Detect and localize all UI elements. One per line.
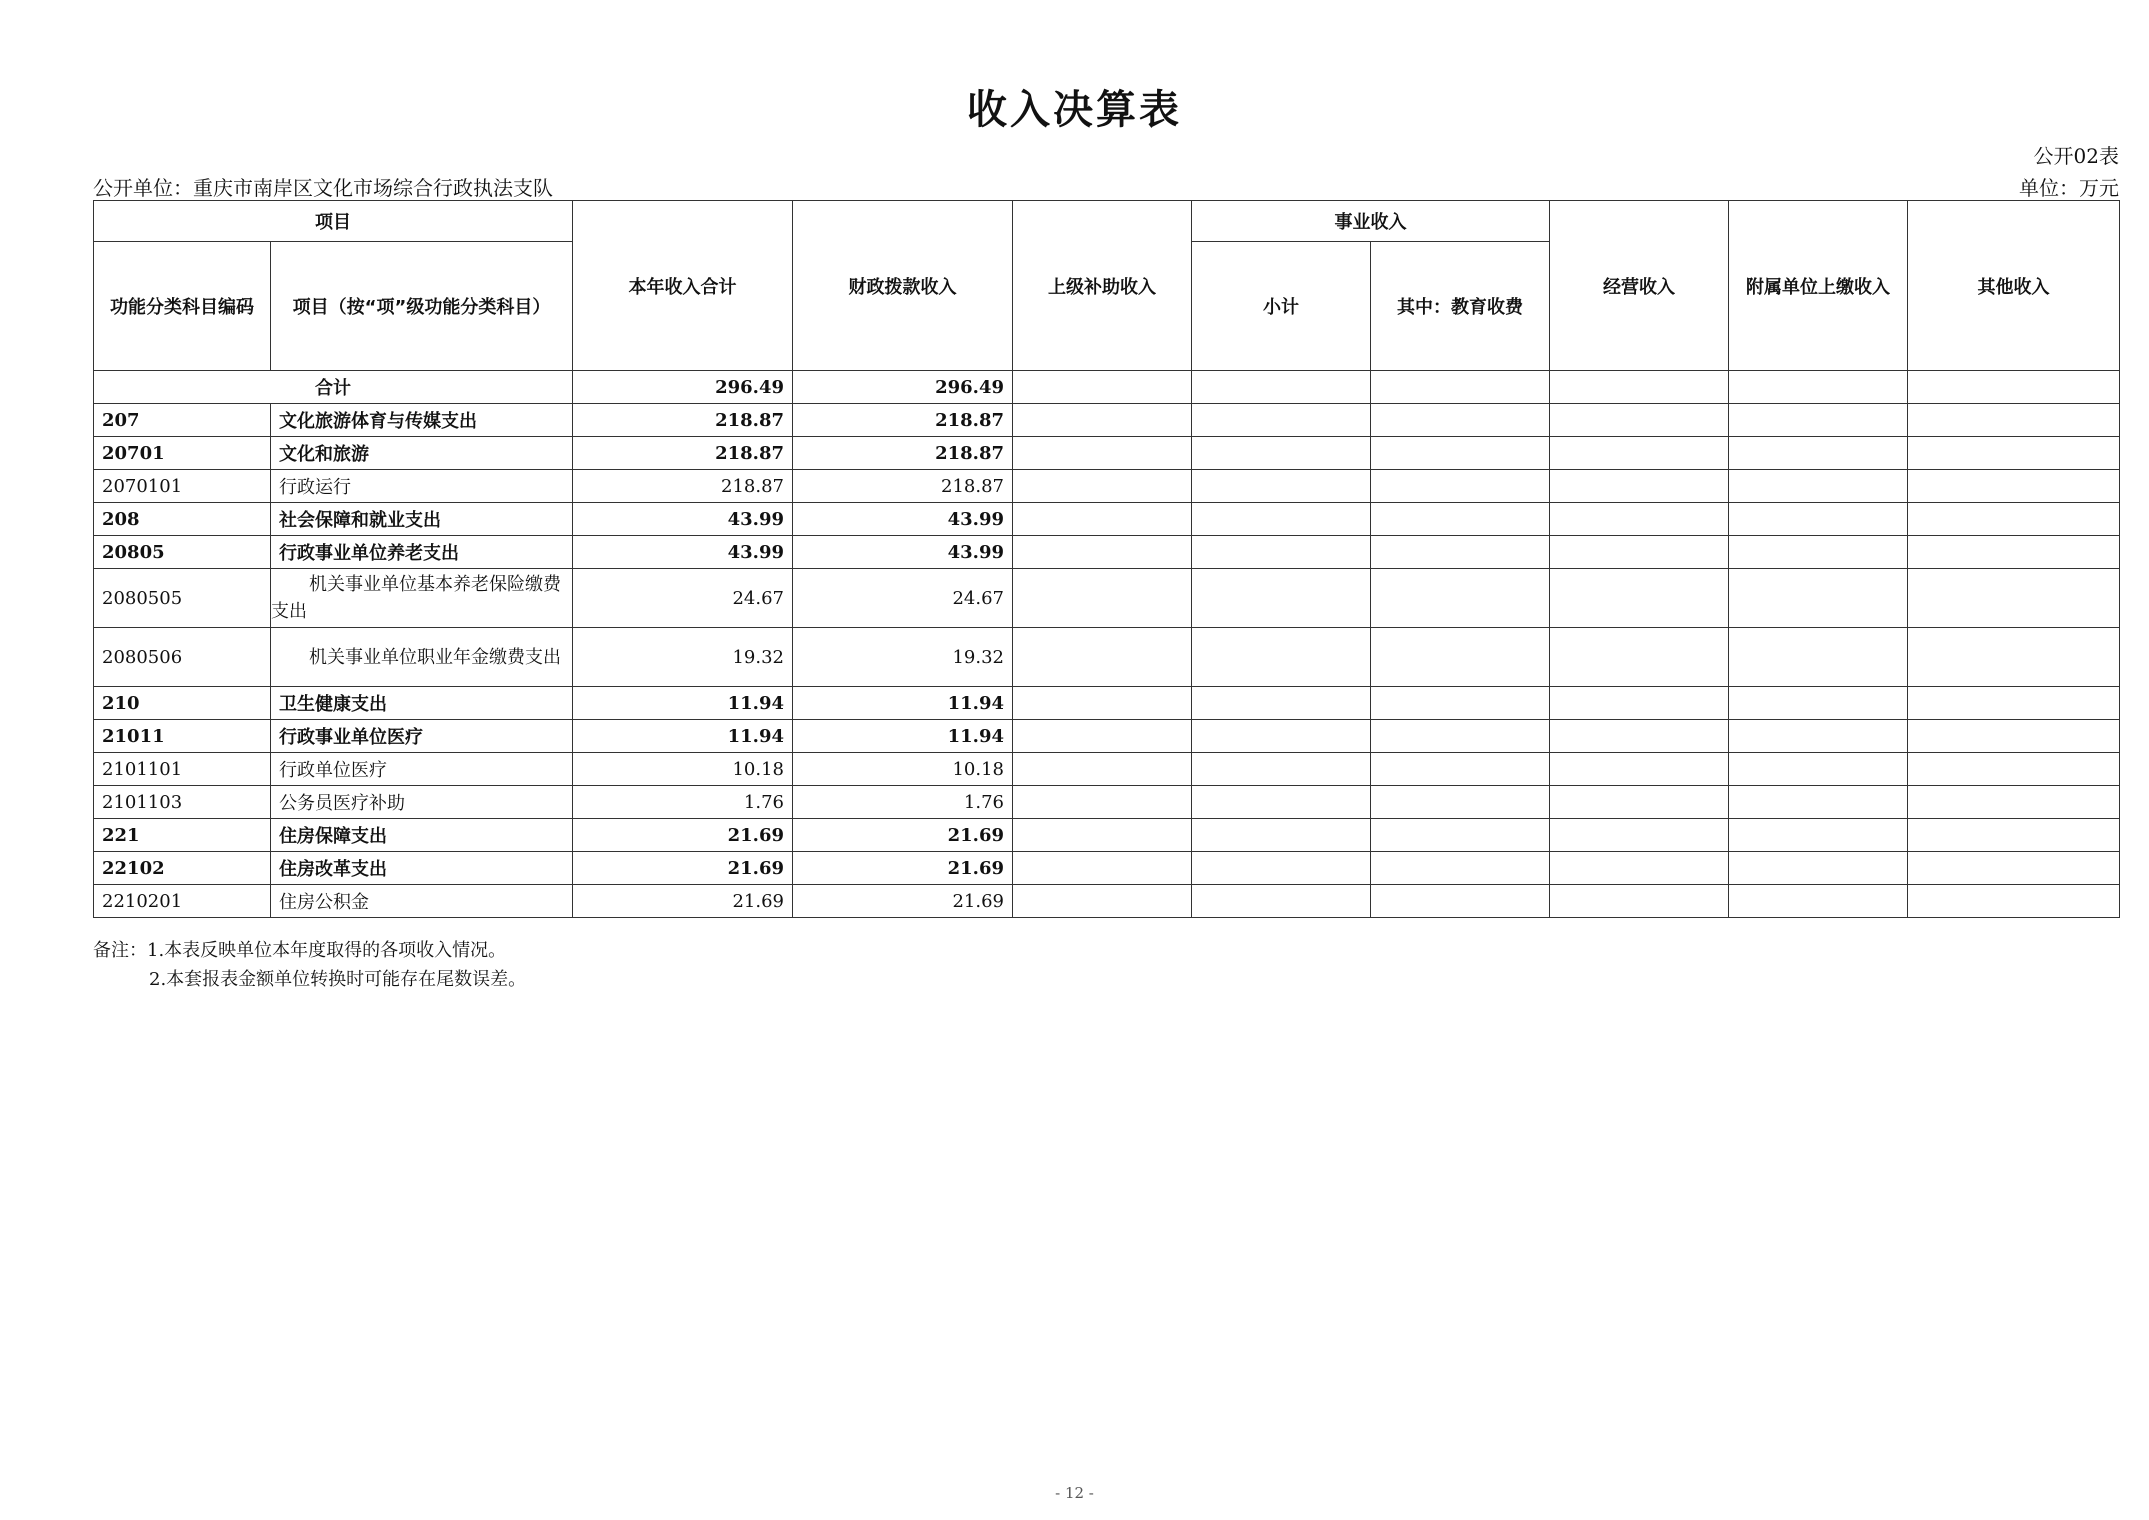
row-fiscal: 19.32 [793, 628, 1013, 687]
row-code: 2210201 [94, 885, 271, 918]
table-row [94, 503, 2120, 536]
row-fiscal: 218.87 [793, 437, 1013, 470]
total-fiscal: 296.49 [793, 371, 1013, 404]
row-name: 卫生健康支出 [271, 687, 573, 720]
row-name: 行政事业单位医疗 [271, 720, 573, 753]
row-name [271, 628, 573, 687]
row-total: 43.99 [573, 536, 793, 569]
row-total: 10.18 [573, 753, 793, 786]
row-total: 218.87 [573, 470, 793, 503]
row-fiscal: 1.76 [793, 786, 1013, 819]
row-code: 210 [94, 687, 271, 720]
row-fiscal: 11.94 [793, 687, 1013, 720]
row-name-text: 机关事业单位基本养老保险缴费支出 [271, 574, 561, 622]
header-name: 项目（按“项”级功能分类科目） [271, 242, 573, 371]
note-1: 备注：1.本表反映单位本年度取得的各项收入情况。 [93, 940, 507, 961]
row-fiscal: 21.69 [793, 819, 1013, 852]
row-code: 2080505 [94, 569, 271, 628]
row-name: 行政单位医疗 [271, 753, 573, 786]
table-row [94, 753, 2120, 786]
row-total: 218.87 [573, 404, 793, 437]
table-row [94, 404, 2120, 437]
row-code: 208 [94, 503, 271, 536]
page-title: 收入决算表 [967, 87, 1182, 133]
row-fiscal: 21.69 [793, 885, 1013, 918]
row-fiscal: 21.69 [793, 852, 1013, 885]
header-superior: 上级补助收入 [1013, 201, 1192, 371]
header-row-1 [94, 201, 2120, 242]
total-label: 合计 [94, 371, 573, 404]
income-table [93, 200, 2120, 918]
row-name: 文化旅游体育与传媒支出 [271, 404, 573, 437]
row-name: 公务员医疗补助 [271, 786, 573, 819]
table-row [94, 569, 2120, 628]
row-total: 11.94 [573, 720, 793, 753]
table-row [94, 885, 2120, 918]
table-row [94, 720, 2120, 753]
header-subtotal: 小计 [1192, 242, 1371, 371]
row-name: 住房改革支出 [271, 852, 573, 885]
row-code: 207 [94, 404, 271, 437]
total-row [94, 371, 2120, 404]
row-fiscal: 218.87 [793, 404, 1013, 437]
row-code: 20701 [94, 437, 271, 470]
row-code: 21011 [94, 720, 271, 753]
row-code: 20805 [94, 536, 271, 569]
row-total: 24.67 [573, 569, 793, 628]
row-fiscal: 218.87 [793, 470, 1013, 503]
row-total: 21.69 [573, 885, 793, 918]
row-name: 住房保障支出 [271, 819, 573, 852]
reporting-unit: 公开单位：重庆市南岸区文化市场综合行政执法支队 [93, 176, 553, 200]
table-row [94, 786, 2120, 819]
row-code: 221 [94, 819, 271, 852]
row-fiscal: 11.94 [793, 720, 1013, 753]
header-operating: 经营收入 [1550, 201, 1729, 371]
row-fiscal: 43.99 [793, 503, 1013, 536]
row-code: 2101101 [94, 753, 271, 786]
row-total: 218.87 [573, 437, 793, 470]
header-total: 本年收入合计 [573, 201, 793, 371]
header-item: 项目 [94, 201, 573, 242]
table-row [94, 628, 2120, 687]
row-code: 22102 [94, 852, 271, 885]
row-total: 21.69 [573, 819, 793, 852]
table-row [94, 687, 2120, 720]
row-name [271, 569, 573, 628]
note-2: 2.本套报表金额单位转换时可能存在尾数误差。 [149, 969, 527, 990]
row-total: 19.32 [573, 628, 793, 687]
currency-unit: 单位：万元 [2019, 176, 2119, 200]
row-name-text: 机关事业单位职业年金缴费支出 [309, 646, 561, 668]
form-number: 公开02表 [2033, 144, 2119, 168]
row-name: 文化和旅游 [271, 437, 573, 470]
table-row [94, 819, 2120, 852]
header-education: 其中：教育收费 [1371, 242, 1550, 371]
row-name: 住房公积金 [271, 885, 573, 918]
row-code: 2070101 [94, 470, 271, 503]
row-code: 2080506 [94, 628, 271, 687]
header-code: 功能分类科目编码 [94, 242, 271, 371]
row-total: 11.94 [573, 687, 793, 720]
row-fiscal: 24.67 [793, 569, 1013, 628]
table-row [94, 852, 2120, 885]
notes [93, 936, 526, 994]
row-code: 2101103 [94, 786, 271, 819]
table-row [94, 536, 2120, 569]
total-amount: 296.49 [573, 371, 793, 404]
page-number: - 12 - [1055, 1484, 1094, 1502]
header-other: 其他收入 [1908, 201, 2120, 371]
row-total: 1.76 [573, 786, 793, 819]
header-business: 事业收入 [1192, 201, 1550, 242]
row-name: 行政运行 [271, 470, 573, 503]
row-fiscal: 10.18 [793, 753, 1013, 786]
row-total: 43.99 [573, 503, 793, 536]
row-total: 21.69 [573, 852, 793, 885]
row-name: 社会保障和就业支出 [271, 503, 573, 536]
row-fiscal: 43.99 [793, 536, 1013, 569]
table-row [94, 470, 2120, 503]
header-fiscal: 财政拨款收入 [793, 201, 1013, 371]
header-affiliated: 附属单位上缴收入 [1729, 201, 1908, 371]
table-row [94, 437, 2120, 470]
row-name: 行政事业单位养老支出 [271, 536, 573, 569]
